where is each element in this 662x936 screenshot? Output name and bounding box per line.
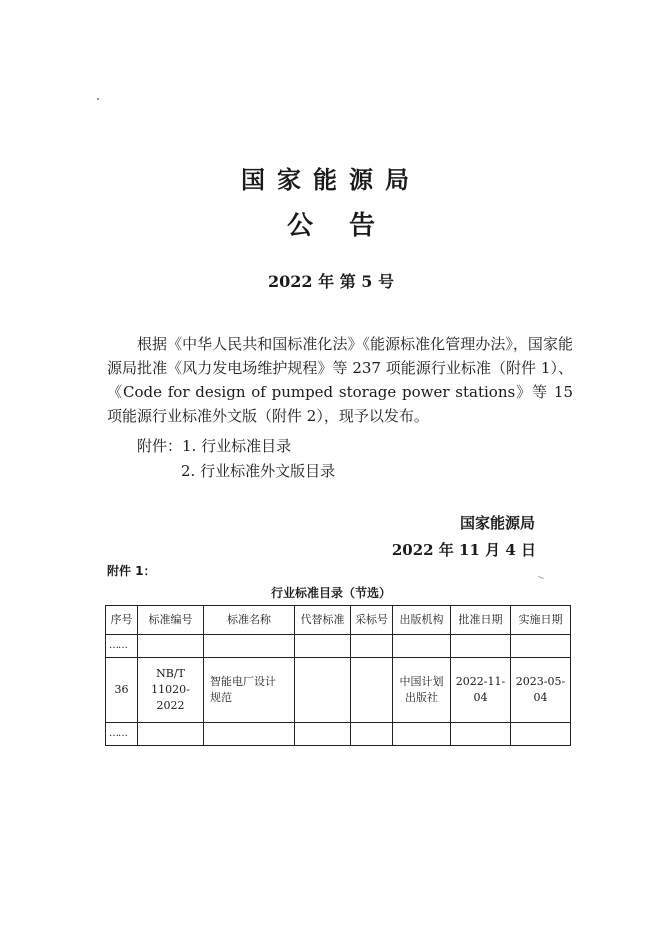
scan-speck	[97, 98, 99, 100]
table-row	[106, 723, 571, 746]
ellipsis-cell: ……	[106, 723, 138, 746]
document-type: 公告	[286, 211, 411, 241]
signature-date: 2022 年 11 月 4 日	[391, 541, 536, 559]
header-cell: 出版机构	[393, 606, 451, 635]
header-cell: 标准编号	[138, 606, 204, 635]
adopted-cell	[351, 658, 393, 723]
table-title: 行业标准目录（节选）	[270, 586, 391, 600]
header-cell: 批准日期	[451, 606, 511, 635]
seq-cell: 36	[106, 658, 138, 723]
publisher-line: 中国计划	[399, 675, 444, 688]
code-cell	[138, 658, 204, 723]
attachment-2-line: 2. 行业标准外文版目录	[181, 462, 336, 480]
header-cell: 代替标准	[295, 606, 351, 635]
agency-title: 国家能源局	[241, 166, 421, 194]
code-line: NB/T	[156, 667, 185, 680]
scan-mark	[538, 576, 544, 579]
attachment-label: 附件 1：	[107, 564, 156, 578]
signature-org: 国家能源局	[459, 514, 535, 532]
approval-date-cell: 2022-11-04	[451, 658, 511, 723]
effective-date-cell: 2023-05-04	[511, 658, 571, 723]
table-header-row	[106, 606, 571, 635]
name-line: 规范	[210, 691, 232, 704]
ellipsis-cell: ……	[106, 635, 138, 658]
name-cell	[204, 658, 295, 723]
header-cell: 标准名称	[204, 606, 295, 635]
code-line: 11020-2022	[151, 683, 190, 712]
publisher-cell	[393, 658, 451, 723]
issue-number: 2022 年 第 5 号	[268, 272, 394, 291]
table-row	[106, 658, 571, 723]
header-cell: 序号	[106, 606, 138, 635]
replaces-cell	[295, 658, 351, 723]
table-row	[106, 635, 571, 658]
header-cell: 实施日期	[511, 606, 571, 635]
standards-table	[105, 605, 571, 746]
announcement-paragraph: 根据《中华人民共和国标准化法》《能源标准化管理办法》，国家能源局批准《风力发电场维护规程》等 237 项能源行业标准（附件 1）、《Code for design of pumped storage power stations》等 15 项能源行业标准外文版（附件 2），现予以发布。	[107, 335, 573, 425]
header-cell: 采标号	[351, 606, 393, 635]
name-line: 智能电厂设计	[210, 675, 276, 688]
attachment-1-line: 附件：1. 行业标准目录	[137, 437, 292, 455]
publisher-line: 出版社	[405, 691, 438, 704]
